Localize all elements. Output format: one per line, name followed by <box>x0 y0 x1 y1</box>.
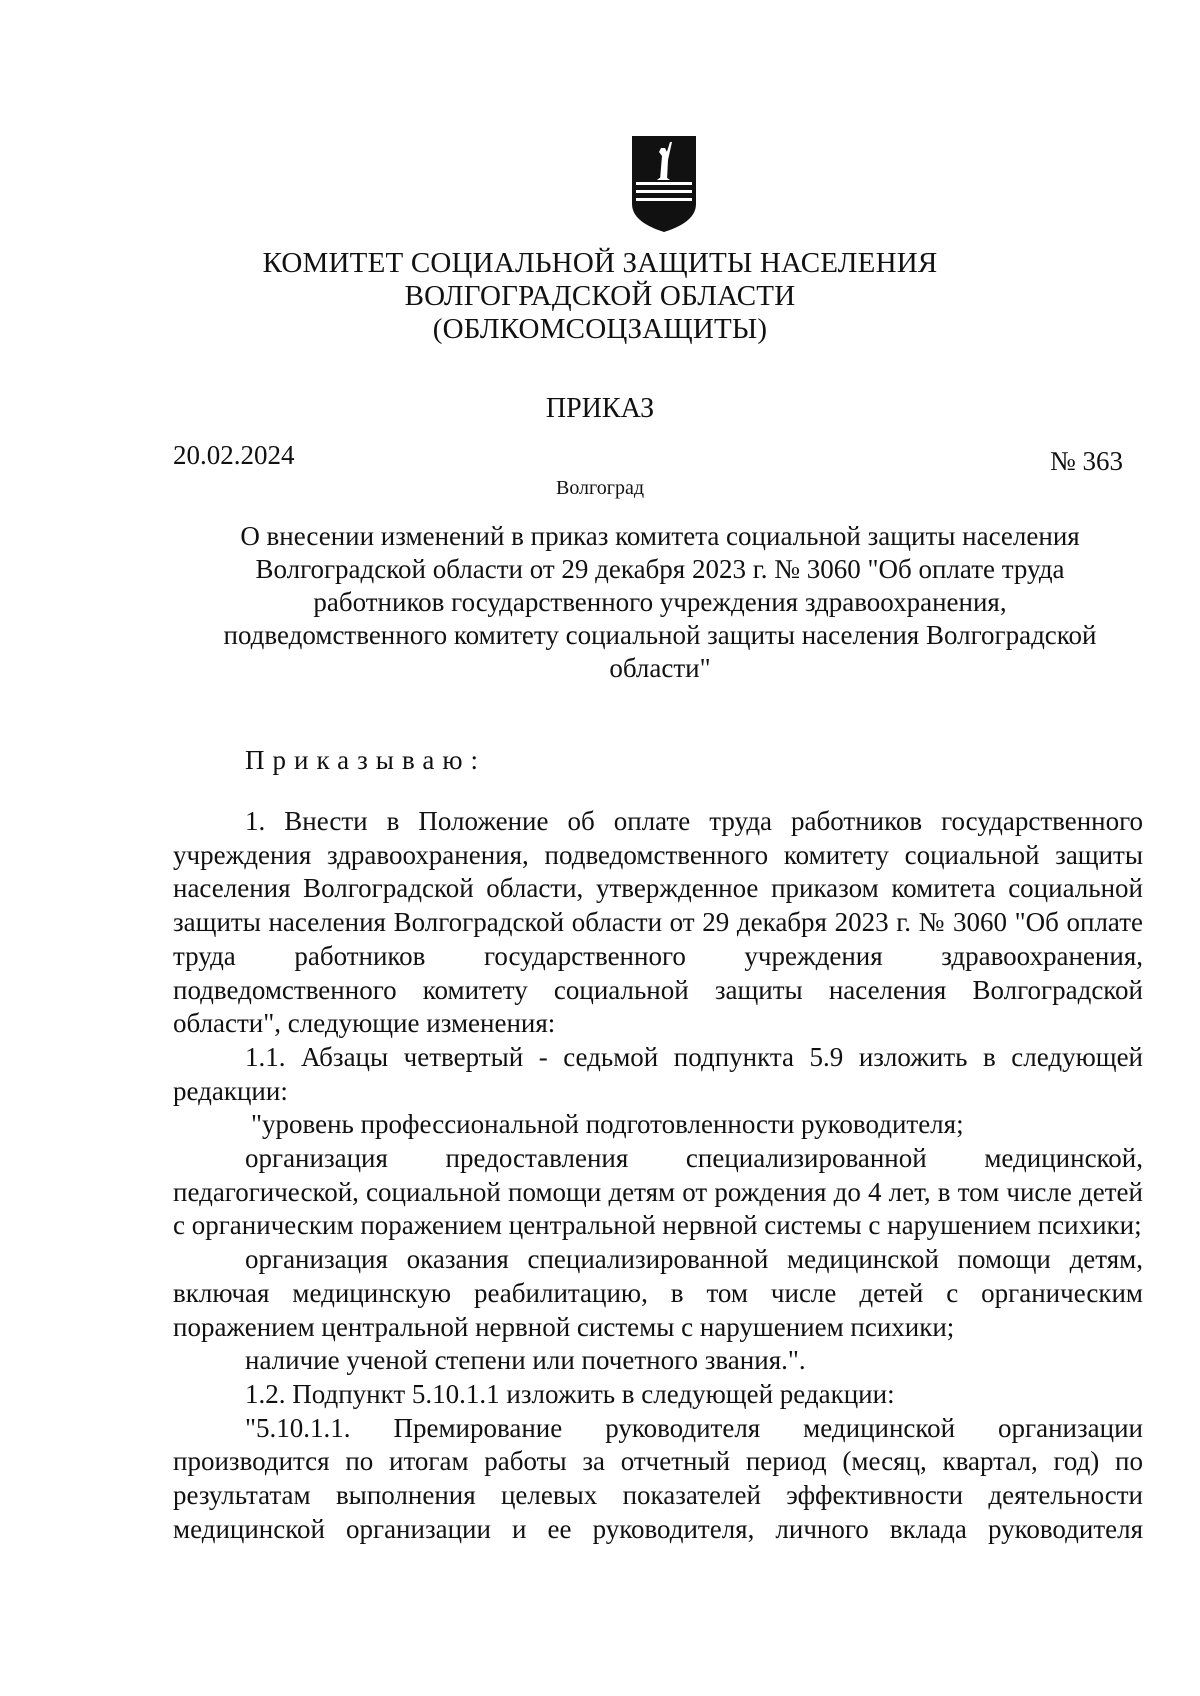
paragraph-item: организация предоставления специализированной медицинской, педагогической, социальной помощи детям от рождения до 4 лет, в том числе детей с органическим поражением центральной нервной системы с нарушением психики; <box>173 1143 1143 1241</box>
paragraph-5-10-1-1: "5.10.1.1. Премирование руководителя медицинской организации производится по итогам работы за отчетный период (месяц, квартал, год) по результатам выполнения целевых показателей эффективности деятельности медицинской организации и ее руководителя, личного вклада руководителя <box>173 1412 1143 1544</box>
document-number: № 363 <box>1050 446 1124 476</box>
paragraph-quote-start: "уровень профессиональной подготовленности руководителя; <box>251 1109 964 1140</box>
title-line: О внесении изменений в приказ комитета социальной защиты населения <box>240 521 1080 551</box>
document-title <box>190 520 1130 685</box>
order-word: Приказываю: <box>245 745 486 775</box>
document-city: Волгоград <box>555 477 645 499</box>
paragraph-1-2: 1.2. Подпункт 5.10.1.1 изложить в следующей редакции: <box>245 1378 895 1409</box>
paragraph-item: организация оказания специализированной медицинской помощи детям, включая медицинскую реабилитацию, в том числе детей с органическим поражением центральной нервной системы с нарушением психики; <box>173 1244 1143 1342</box>
coat-of-arms-icon <box>630 134 698 234</box>
title-line: подведомственного комитету социальной защиты населения Волгоградской <box>223 620 1097 650</box>
org-name-line-3: (ОБЛКОМСОЦЗАЩИТЫ) <box>432 313 768 345</box>
paragraph-item: наличие ученой степени или почетного звания.". <box>245 1345 806 1376</box>
document-date: 20.02.2024 <box>173 440 295 470</box>
title-line: работников государственного учреждения здравоохранения, <box>313 587 1007 617</box>
title-line: области" <box>609 653 711 683</box>
document-body <box>173 805 1143 1546</box>
org-name-line-1: КОМИТЕТ СОЦИАЛЬНОЙ ЗАЩИТЫ НАСЕЛЕНИЯ <box>262 247 938 279</box>
document-type: ПРИКАЗ <box>545 393 655 424</box>
paragraph-1: 1. Внести в Положение об оплате труда работников государственного учреждения здравоохранения, подведомственного комитету социальной защиты населения Волгоградской области, утвержденное приказом комитета социальной защиты населения Волгоградской области от 29 декабря 2023 г. № 3060 "Об оплате труда работников государственного учреждения здравоохранения, подведомственного комитету социальной защиты населения Волгоградской области", следующие изменения: <box>173 806 1143 1039</box>
org-name-line-2: ВОЛГОГРАДСКОЙ ОБЛАСТИ <box>404 280 796 312</box>
title-line: Волгоградской области от 29 декабря 2023 г. № 3060 "Об оплате труда <box>255 554 1065 584</box>
paragraph-1-1: 1.1. Абзацы четвертый - седьмой подпункта 5.9 изложить в следующей редакции: <box>173 1041 1143 1106</box>
